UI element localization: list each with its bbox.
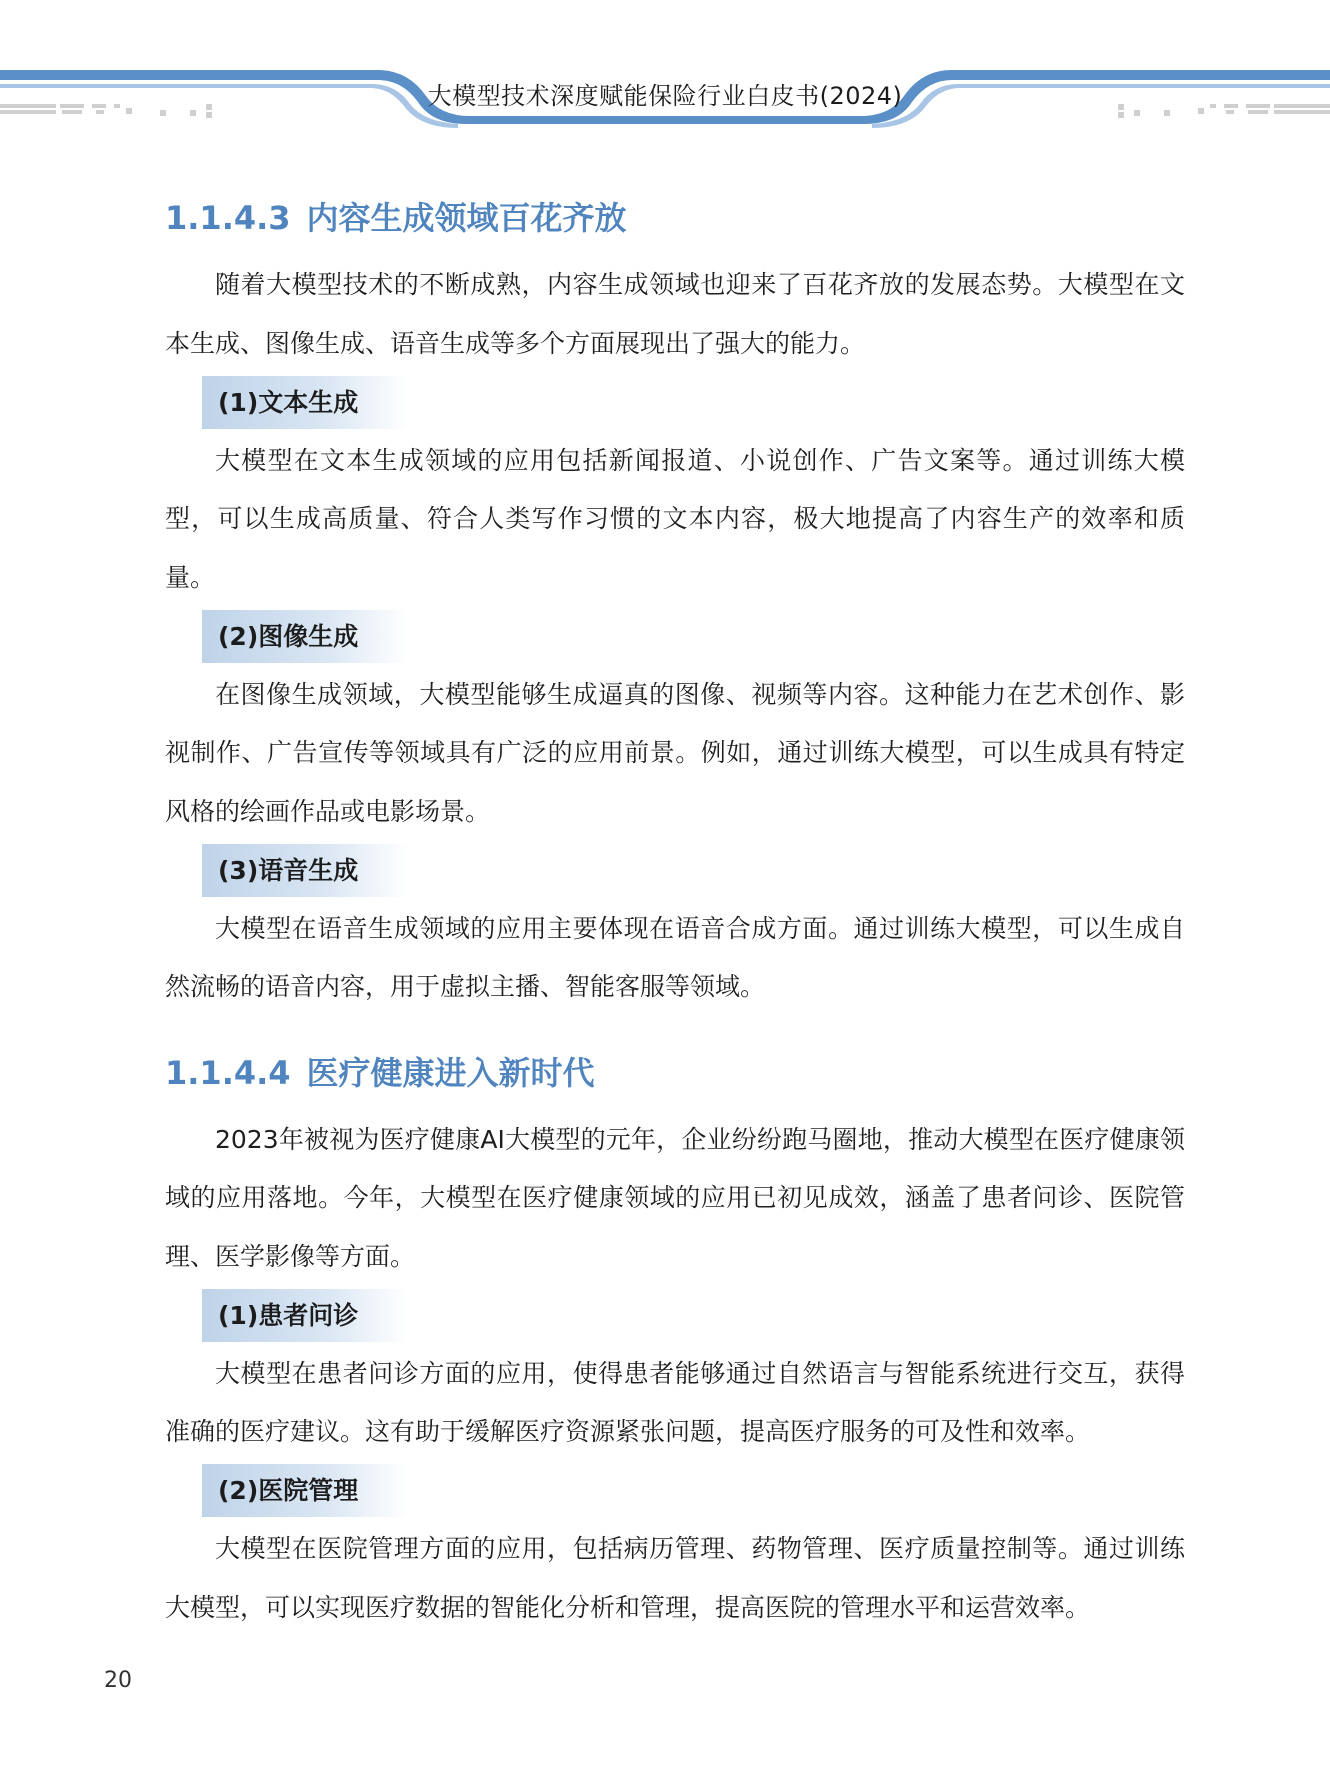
section-number: 1.1.4.4 [165, 1053, 291, 1092]
subsection-label: (1)文本生成 [202, 376, 408, 429]
paragraph: 大模型在文本生成领域的应用包括新闻报道、小说创作、广告文案等。通过训练大模型，可以生成高质量、符合人类写作习惯的文本内容，极大地提高了内容生产的效率和质量。 [165, 445, 1185, 592]
paragraph: 大模型在语音生成领域的应用主要体现在语音合成方面。通过训练大模型，可以生成自然流畅的语音内容，用于虚拟主播、智能客服等领域。 [165, 913, 1185, 1001]
section-title: 内容生成领域百花齐放 [306, 199, 627, 237]
page-body [165, 192, 1185, 1637]
header-title: 大模型技术深度赋能保险行业白皮书(2024) [427, 82, 903, 110]
section-number: 1.1.4.3 [165, 199, 291, 237]
subsection-label: (2)图像生成 [202, 610, 408, 663]
section-title: 医疗健康进入新时代 [306, 1053, 595, 1092]
section-heading [165, 1047, 1185, 1099]
paragraph: 2023年被视为医疗健康AI大模型的元年，企业纷纷跑马圈地，推动大模型在医疗健康领域的应用落地。今年，大模型在医疗健康领域的应用已初见成效，涵盖了患者问诊、医院管理、医学影像等方面。 [165, 1124, 1185, 1271]
page-number: 20 [104, 1668, 132, 1693]
page-header [0, 0, 1330, 140]
paragraph: 大模型在医院管理方面的应用，包括病历管理、药物管理、医疗质量控制等。通过训练大模型，可以实现医疗数据的智能化分析和管理，提高医院的管理水平和运营效率。 [165, 1534, 1185, 1622]
paragraph: 在图像生成领域，大模型能够生成逼真的图像、视频等内容。这种能力在艺术创作、影视制作、广告宣传等领域具有广泛的应用前景。例如，通过训练大模型，可以生成具有特定风格的绘画作品或电影场景。 [165, 679, 1185, 826]
paragraph: 随着大模型技术的不断成熟，内容生成领域也迎来了百花齐放的发展态势。大模型在文本生成、图像生成、语音生成等多个方面展现出了强大的能力。 [165, 270, 1185, 358]
subsection-label: (3)语音生成 [202, 844, 408, 897]
section-heading [165, 192, 1185, 244]
paragraph: 大模型在患者问诊方面的应用，使得患者能够通过自然语言与智能系统进行交互，获得准确的医疗建议。这有助于缓解医疗资源紧张问题，提高医疗服务的可及性和效率。 [165, 1358, 1185, 1446]
subsection-label: (2)医院管理 [202, 1464, 408, 1517]
subsection-label: (1)患者问诊 [202, 1289, 408, 1342]
header-banner-graphic [0, 0, 1330, 140]
